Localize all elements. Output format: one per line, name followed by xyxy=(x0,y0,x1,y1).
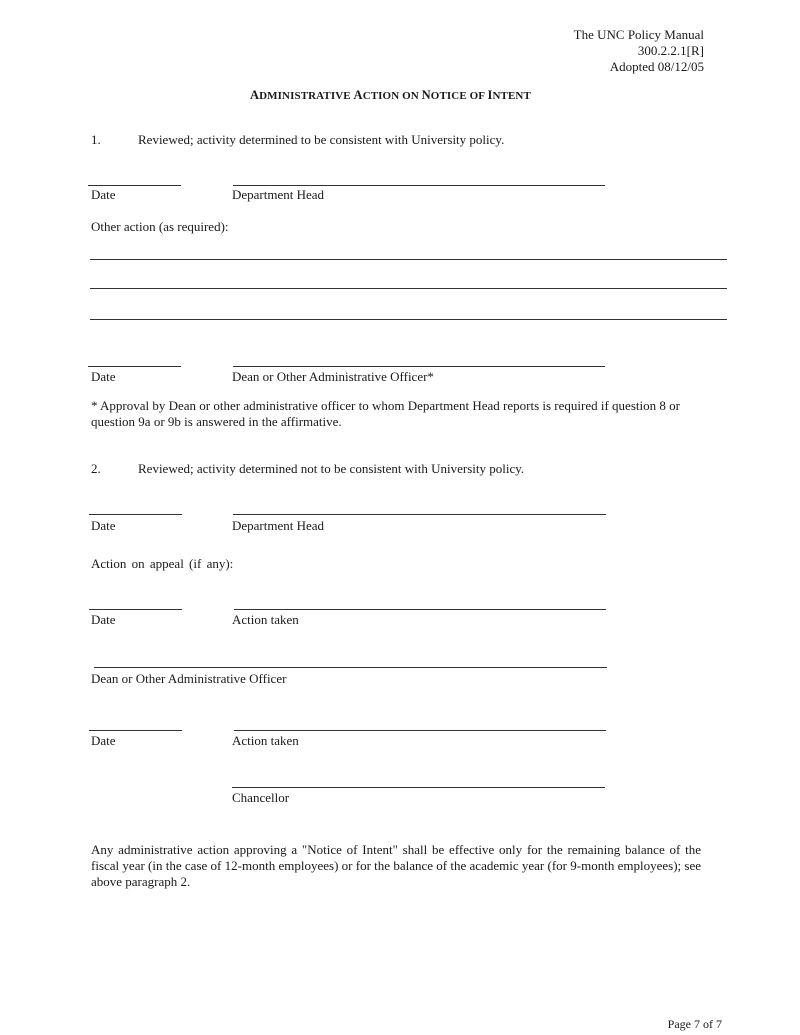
date-label: Date xyxy=(91,733,116,748)
date-signature-line[interactable] xyxy=(89,730,182,731)
department-head-label: Department Head xyxy=(232,518,325,533)
item-1-number: 1. xyxy=(91,132,101,147)
page-title: ADMINISTRATIVE ACTION ON NOTICE OF INTENT xyxy=(250,88,531,102)
item-2-text: Reviewed; activity determined not to be consistent with University policy. xyxy=(138,461,525,476)
date-signature-line[interactable] xyxy=(88,185,181,186)
action-taken-label: Action taken xyxy=(232,733,299,748)
other-action-line-3[interactable] xyxy=(90,319,727,320)
other-action-label: Other action (as required): xyxy=(91,219,229,234)
other-action-line-1[interactable] xyxy=(90,259,727,260)
action-taken-line[interactable] xyxy=(234,730,606,731)
dean-officer-label: Dean or Other Administrative Officer xyxy=(91,671,287,686)
policy-number: 300.2.2.1[R] xyxy=(637,43,704,58)
adopted-date: Adopted 08/12/05 xyxy=(609,59,704,74)
date-signature-line[interactable] xyxy=(89,514,182,515)
dean-signature-line[interactable] xyxy=(94,667,607,668)
date-signature-line[interactable] xyxy=(89,609,182,610)
approval-note: * Approval by Dean or other administrative officer to whom Department Head reports is required if question 8 or question 9a or 9b is answered in the affirmative. xyxy=(91,398,680,429)
action-taken-label: Action taken xyxy=(232,612,299,627)
manual-name: The UNC Policy Manual xyxy=(573,27,704,42)
effectiveness-note: Any administrative action approving a "Notice of Intent" shall be effective only for the remaining balance of the fiscal year (in the case of 12-month employees) or for the balance of the academic year (for 9-month employees); see above paragraph 2. xyxy=(91,842,701,889)
department-head-signature-line[interactable] xyxy=(233,514,606,515)
date-label: Date xyxy=(91,369,116,384)
chancellor-label: Chancellor xyxy=(232,790,290,805)
dean-signature-line[interactable] xyxy=(233,366,605,367)
appeal-label: Action on appeal (if any): xyxy=(91,556,234,571)
page-number: Page 7 of 7 xyxy=(667,1017,722,1031)
other-action-line-2[interactable] xyxy=(90,288,727,289)
chancellor-signature-line[interactable] xyxy=(232,787,605,788)
date-label: Date xyxy=(91,518,116,533)
department-head-signature-line[interactable] xyxy=(233,185,605,186)
dean-officer-label: Dean or Other Administrative Officer* xyxy=(232,369,434,384)
date-signature-line[interactable] xyxy=(88,366,181,367)
item-1-text: Reviewed; activity determined to be consistent with University policy. xyxy=(138,132,505,147)
action-taken-line[interactable] xyxy=(234,609,606,610)
date-label: Date xyxy=(91,612,116,627)
item-2-number: 2. xyxy=(91,461,101,476)
date-label: Date xyxy=(91,187,116,202)
department-head-label: Department Head xyxy=(232,187,325,202)
